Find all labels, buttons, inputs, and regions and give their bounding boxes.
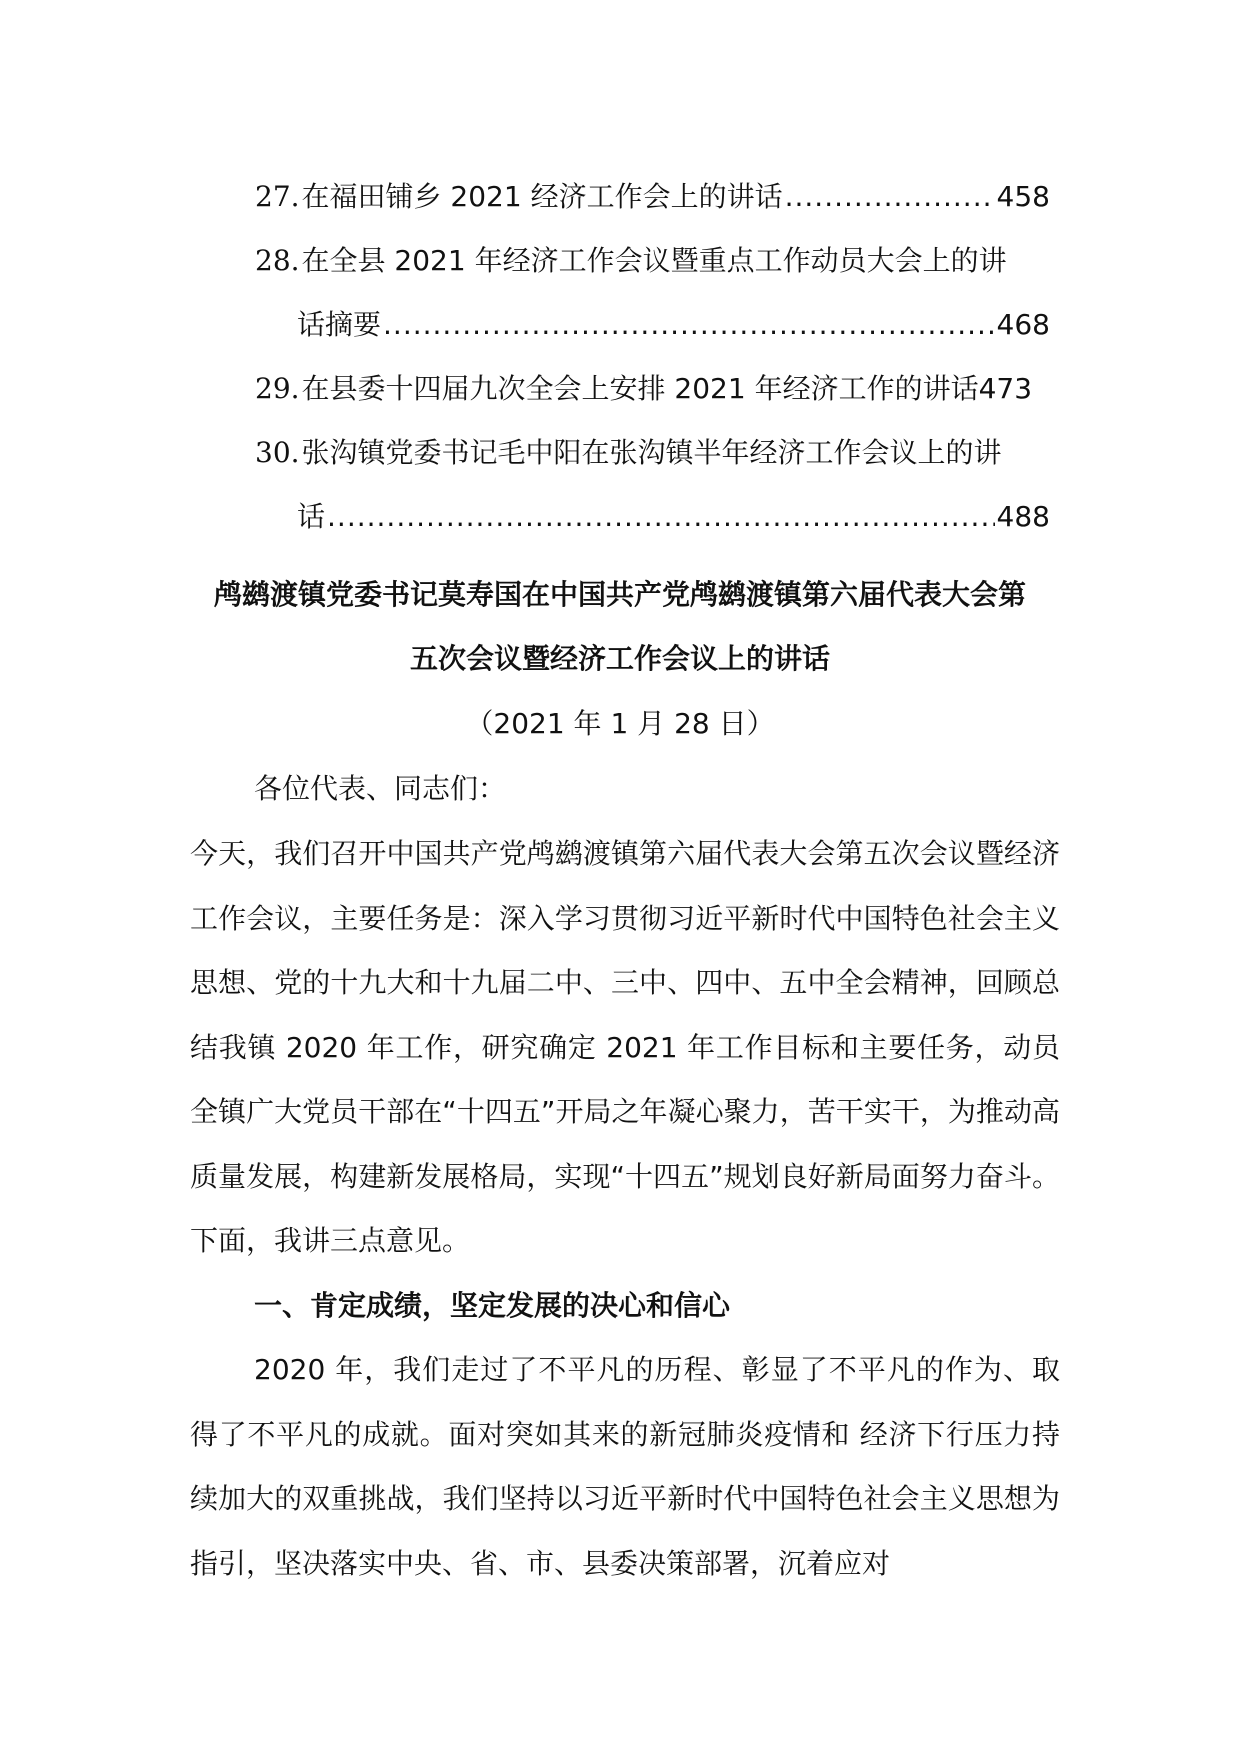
toc-entry-title: 张沟镇党委书记毛中阳在张沟镇半年经济工作会议上的讲 xyxy=(301,436,1002,469)
toc-entry-30-continuation[interactable] xyxy=(255,485,1050,549)
document-title-line-2: 五次会议暨经济工作会议上的讲话 xyxy=(409,642,830,675)
body-paragraph-2: 2020 年，我们走过了不平凡的历程、彰显了不平凡的作为、取得了不平凡的成就。面对突如其来的新冠肺炎疫情和 经济下行压力持续加大的双重挑战，我们坚持以习近平新时代中国特色社会主义思想为指引，坚决落实中央、省、市、县委决策部署，沉着应对 xyxy=(190,1353,1060,1580)
toc-entry-title-continued: 话摘要 xyxy=(297,308,382,341)
body-paragraph-1: 今天，我们召开中国共产党鸬鹚渡镇第六届代表大会第五次会议暨经济工作会议，主要任务是：深入学习贯彻习近平新时代中国特色社会主义思想、党的十九大和十九届二中、三中、四中、五中全会精神，回顾总结我镇 2020 年工作，研究确定 2021 年工作目标和主要任务，动员全镇广大党员干部在“十四五”开局之年凝心聚力，苦干实干，为推动高质量发展，构建新发展格局，实现“十四五”规划良好新局面努力奋斗。下面，我讲三点意见。 xyxy=(190,837,1060,1257)
toc-leader-dots xyxy=(383,293,995,357)
toc-entry-30[interactable] xyxy=(255,421,1050,485)
toc-leader-dots xyxy=(785,165,995,229)
toc-entry-28-continuation[interactable] xyxy=(255,293,1050,357)
toc-entry-28[interactable] xyxy=(255,229,1050,293)
toc-entry-title-continued: 话 xyxy=(297,500,326,533)
toc-entry-page: 468 xyxy=(996,308,1050,341)
toc-entry-title: 在福田铺乡 2021 经济工作会上的讲话 xyxy=(301,180,783,213)
toc-entry-27[interactable] xyxy=(255,165,1050,229)
toc-entry-number: 28. xyxy=(255,244,300,277)
toc-entry-number: 27. xyxy=(255,180,300,213)
salutation: 各位代表、同志们： xyxy=(254,772,507,805)
document-title-line-1: 鸬鹚渡镇党委书记莫寿国在中国共产党鸬鹚渡镇第六届代表大会第 xyxy=(213,578,1026,611)
toc-entry-page: 458 xyxy=(996,180,1050,213)
document-date: （2021 年 1 月 28 日） xyxy=(465,707,775,740)
toc-entry-number: 30. xyxy=(255,436,300,469)
toc-entry-number: 29. xyxy=(255,372,300,405)
toc-entry-page: 488 xyxy=(996,500,1050,533)
table-of-contents xyxy=(255,165,1050,549)
toc-entry-title: 在县委十四届九次全会上安排 2021 年经济工作的讲话473 xyxy=(301,372,1033,405)
toc-entry-title: 在全县 2021 年经济工作会议暨重点工作动员大会上的讲 xyxy=(301,244,1007,277)
toc-entry-29[interactable] xyxy=(255,357,1050,421)
toc-leader-dots xyxy=(327,485,995,549)
section-heading-1: 一、肯定成绩，坚定发展的决心和信心 xyxy=(254,1289,731,1322)
